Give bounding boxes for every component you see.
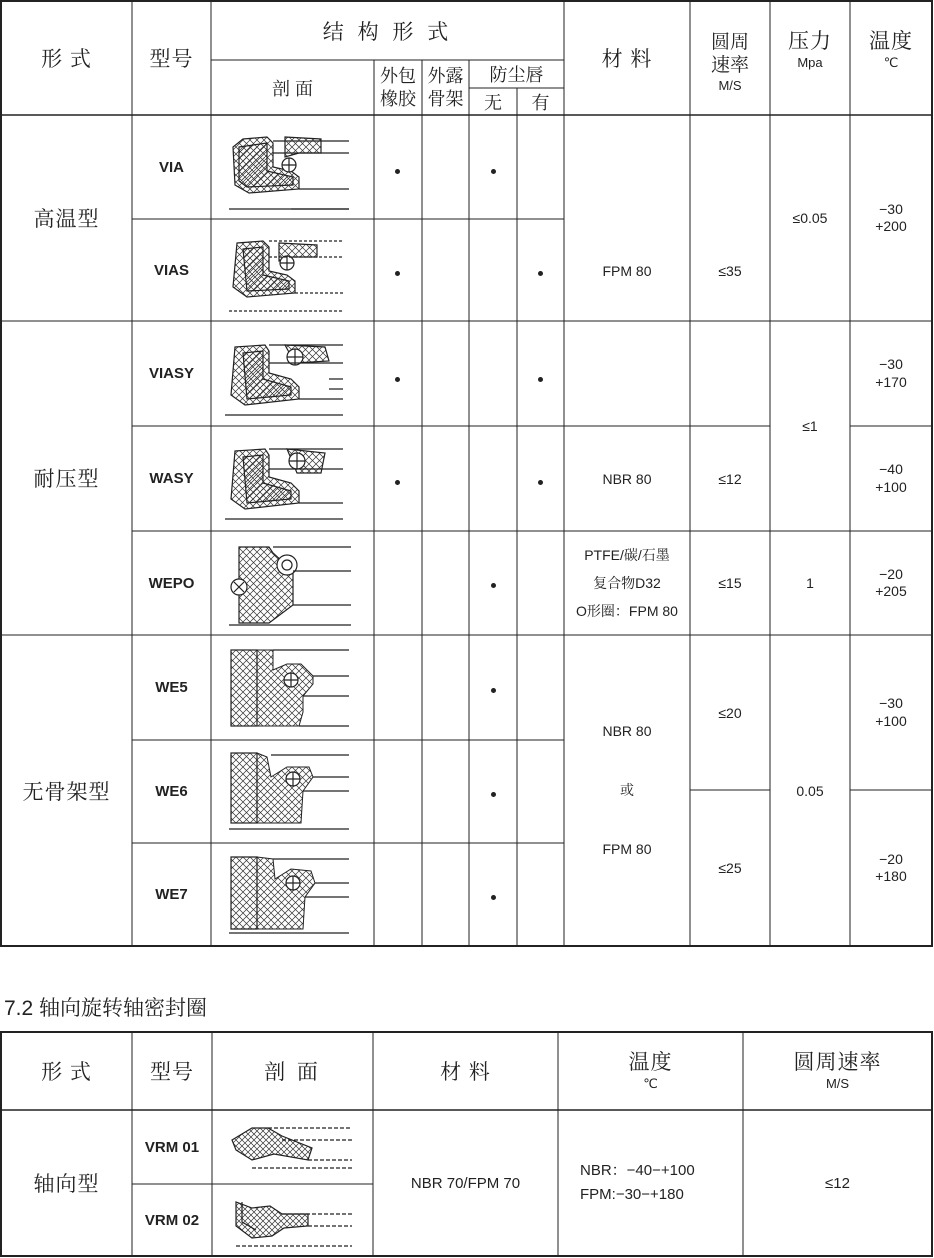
model-wepo: WEPO [148, 574, 195, 592]
model-we7: WE7 [155, 886, 188, 903]
seal-profile-via-icon [229, 137, 349, 209]
dot-viasy-outer [395, 377, 400, 382]
t2-section-drawings [212, 1110, 373, 1256]
section-drawings [211, 115, 374, 946]
temp-2: −30 +170 [875, 356, 907, 390]
seal-profile-vias-icon [229, 241, 343, 311]
seal-profile-viasy-icon [225, 345, 343, 415]
dot-via-nodust [491, 169, 496, 174]
seal-profile-wasy-icon [225, 449, 343, 519]
model-via: VIA [158, 158, 184, 176]
model-vrm02: VRM 02 [144, 1211, 200, 1229]
section-title: 7.2 轴向旋转轴密封圈 [4, 997, 208, 1020]
dot-via-outer [395, 169, 400, 174]
dot-viasy-dust [538, 377, 543, 382]
model-viasy: VIASY [148, 365, 194, 382]
speed-20: ≤20 [718, 704, 742, 721]
dot-vias-outer [395, 271, 400, 276]
group-frameless: 无骨架型 [22, 780, 111, 804]
group-pressure: 耐压型 [33, 468, 100, 491]
temp-1: −30 +200 [875, 200, 907, 234]
header-dust-yes: 有 [531, 92, 550, 113]
model-vias: VIAS [153, 261, 189, 279]
model-wasy: WASY [149, 470, 194, 487]
material-nbr-or-fpm: NBR 80 或 FPM 80 [602, 723, 652, 857]
speed-25: ≤25 [718, 860, 742, 876]
model-we5: WE5 [155, 679, 188, 696]
t2-speed: ≤12 [825, 1174, 850, 1192]
t2-group-axial: 轴向型 [33, 1173, 100, 1196]
header-dust-lip: 防尘唇 [489, 65, 544, 85]
t2-header-form: 形 式 [41, 1061, 92, 1084]
temp-4: −20 +205 [875, 565, 907, 599]
dot-wasy-dust [538, 480, 543, 485]
seal-profile-we6-icon [229, 753, 349, 829]
pressure-1b: 1 [806, 575, 814, 591]
t2-header-material: 材 料 [440, 1061, 491, 1084]
seal-profile-vrm02-icon [236, 1202, 352, 1246]
header-outer-rubber: 外包 橡胶 [380, 66, 416, 109]
group-high-temp: 高温型 [33, 208, 100, 231]
t2-header-temp: 温度 ℃ [628, 1050, 673, 1091]
header-material: 材 料 [601, 48, 653, 71]
speed-12: ≤12 [718, 470, 742, 487]
temp-3: −40 +100 [875, 461, 907, 495]
seal-profile-vrm01-icon [232, 1128, 352, 1168]
dot-vias-dust [538, 271, 543, 276]
header-dust-no: 无 [484, 92, 502, 113]
temp-6: −20 +180 [875, 850, 907, 884]
t2-header-speed: 圆周速率 M/S [793, 1050, 882, 1091]
speed-15: ≤15 [718, 575, 742, 591]
dot-we5-nodust [491, 688, 496, 693]
header-speed: 圆周 速率 M/S [710, 31, 749, 94]
t2-header-section: 剖 面 [264, 1061, 321, 1084]
model-vrm01: VRM 01 [144, 1138, 200, 1156]
header-section: 剖 面 [271, 78, 313, 99]
t2-temp: NBR：−40−+100 FPM:−30−+180 [580, 1162, 695, 1203]
header-model: 型号 [149, 48, 194, 71]
material-ptfe: PTFE/碳/石墨 复合物D32 O形圈：FPM 80 [576, 547, 678, 619]
dot-wasy-outer [395, 480, 400, 485]
pressure-1: ≤1 [802, 418, 818, 434]
header-structure: 结 构 形 式 [322, 20, 453, 44]
temp-5: −30 +100 [875, 695, 907, 729]
t2-header-model: 型号 [150, 1061, 194, 1084]
dot-wepo-nodust [491, 583, 496, 588]
pressure-005: ≤0.05 [792, 210, 828, 226]
header-exposed-frame: 外露 骨架 [427, 66, 464, 109]
seal-profile-we5-icon [231, 650, 349, 726]
header-temp: 温度 ℃ [869, 29, 913, 70]
material-nbr80: NBR 80 [602, 470, 652, 487]
t2-material: NBR 70/FPM 70 [410, 1174, 521, 1192]
model-we6: WE6 [155, 783, 188, 800]
dot-we7-nodust [491, 895, 496, 900]
pressure-005b: 0.05 [796, 782, 824, 799]
header-form: 形 式 [41, 48, 92, 71]
header-pressure: 压力 Mpa [788, 29, 832, 70]
seal-profile-wepo-icon [229, 547, 351, 625]
dot-we6-nodust [491, 792, 496, 797]
material-fpm80: FPM 80 [602, 262, 652, 279]
seal-profile-we7-icon [229, 857, 349, 933]
speed-35: ≤35 [718, 262, 742, 279]
